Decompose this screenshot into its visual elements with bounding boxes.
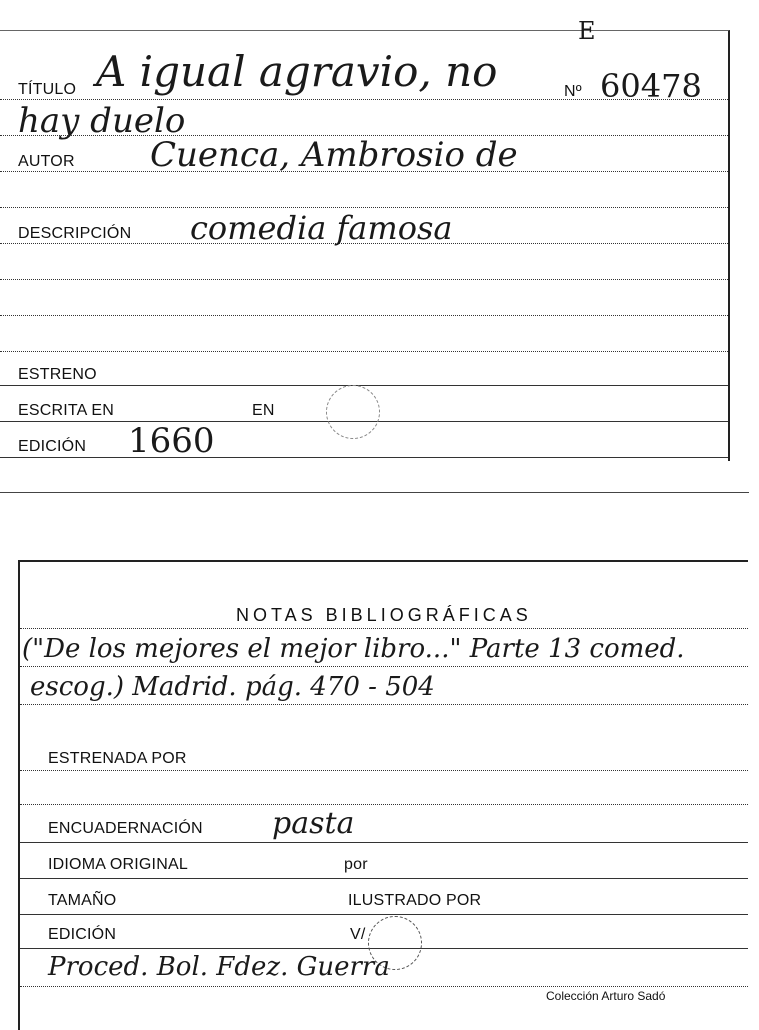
ruled-line [20, 770, 748, 771]
ruled-line [0, 385, 728, 386]
edicion-label: EDICIÓN [18, 438, 87, 455]
v-label: V/ [350, 926, 366, 943]
escrita-en-label: ESCRITA EN [18, 402, 114, 419]
ruled-line [0, 351, 728, 352]
titulo-label: TÍTULO [18, 81, 77, 98]
ruled-line [20, 914, 748, 915]
ruled-line [20, 628, 748, 629]
edicion-value: 1660 [128, 421, 215, 461]
ruled-line [0, 457, 728, 458]
catalog-card-bottom [18, 560, 748, 1030]
ruled-line [20, 666, 748, 667]
estrenada-por-label: ESTRENADA POR [48, 750, 187, 767]
card-separator [0, 492, 749, 493]
numero-value: 60478 [600, 67, 702, 105]
titulo-value-line1: A igual agravio, no [96, 47, 498, 96]
idioma-original-label: IDIOMA ORIGINAL [48, 856, 188, 873]
stamp-mark [326, 385, 380, 439]
procedencia-value: Proced. Bol. Fdez. Guerra [48, 952, 390, 982]
ruled-line [0, 279, 728, 280]
notes-line1: ("De los mejores el mejor libro..." Parte 13 comed. [22, 634, 685, 664]
titulo-value-line2: hay duelo [18, 101, 186, 141]
numero-label: Nº [564, 83, 582, 100]
encuadernacion-label: ENCUADERNACIÓN [48, 820, 203, 837]
por-label: por [344, 856, 368, 873]
encuadernacion-value: pasta [272, 806, 355, 841]
autor-label: AUTOR [18, 153, 75, 170]
catalog-card-top [0, 17, 730, 461]
tamano-label: TAMAÑO [48, 892, 117, 909]
numero-prefix: E [578, 17, 596, 45]
descripcion-label: DESCRIPCIÓN [18, 225, 132, 242]
ruled-line [0, 315, 728, 316]
ruled-line [20, 878, 748, 879]
ruled-line [20, 804, 748, 805]
ruled-line [20, 842, 748, 843]
ruled-line [0, 207, 728, 208]
autor-value: Cuenca, Ambrosio de [150, 135, 518, 175]
en-label: EN [252, 402, 275, 419]
ruled-line [20, 986, 748, 987]
notas-bibliograficas-heading: NOTAS BIBLIOGRÁFICAS [236, 605, 532, 625]
descripcion-value: comedia famosa [190, 209, 453, 247]
estreno-label: ESTRENO [18, 366, 97, 383]
coleccion-label: Colección Arturo Sadó [546, 989, 666, 1003]
ilustrado-por-label: ILUSTRADO POR [348, 892, 482, 909]
notes-line2: escog.) Madrid. pág. 470 - 504 [30, 672, 435, 702]
edicion-label-bottom: EDICIÓN [48, 926, 117, 943]
ruled-line [20, 704, 748, 705]
